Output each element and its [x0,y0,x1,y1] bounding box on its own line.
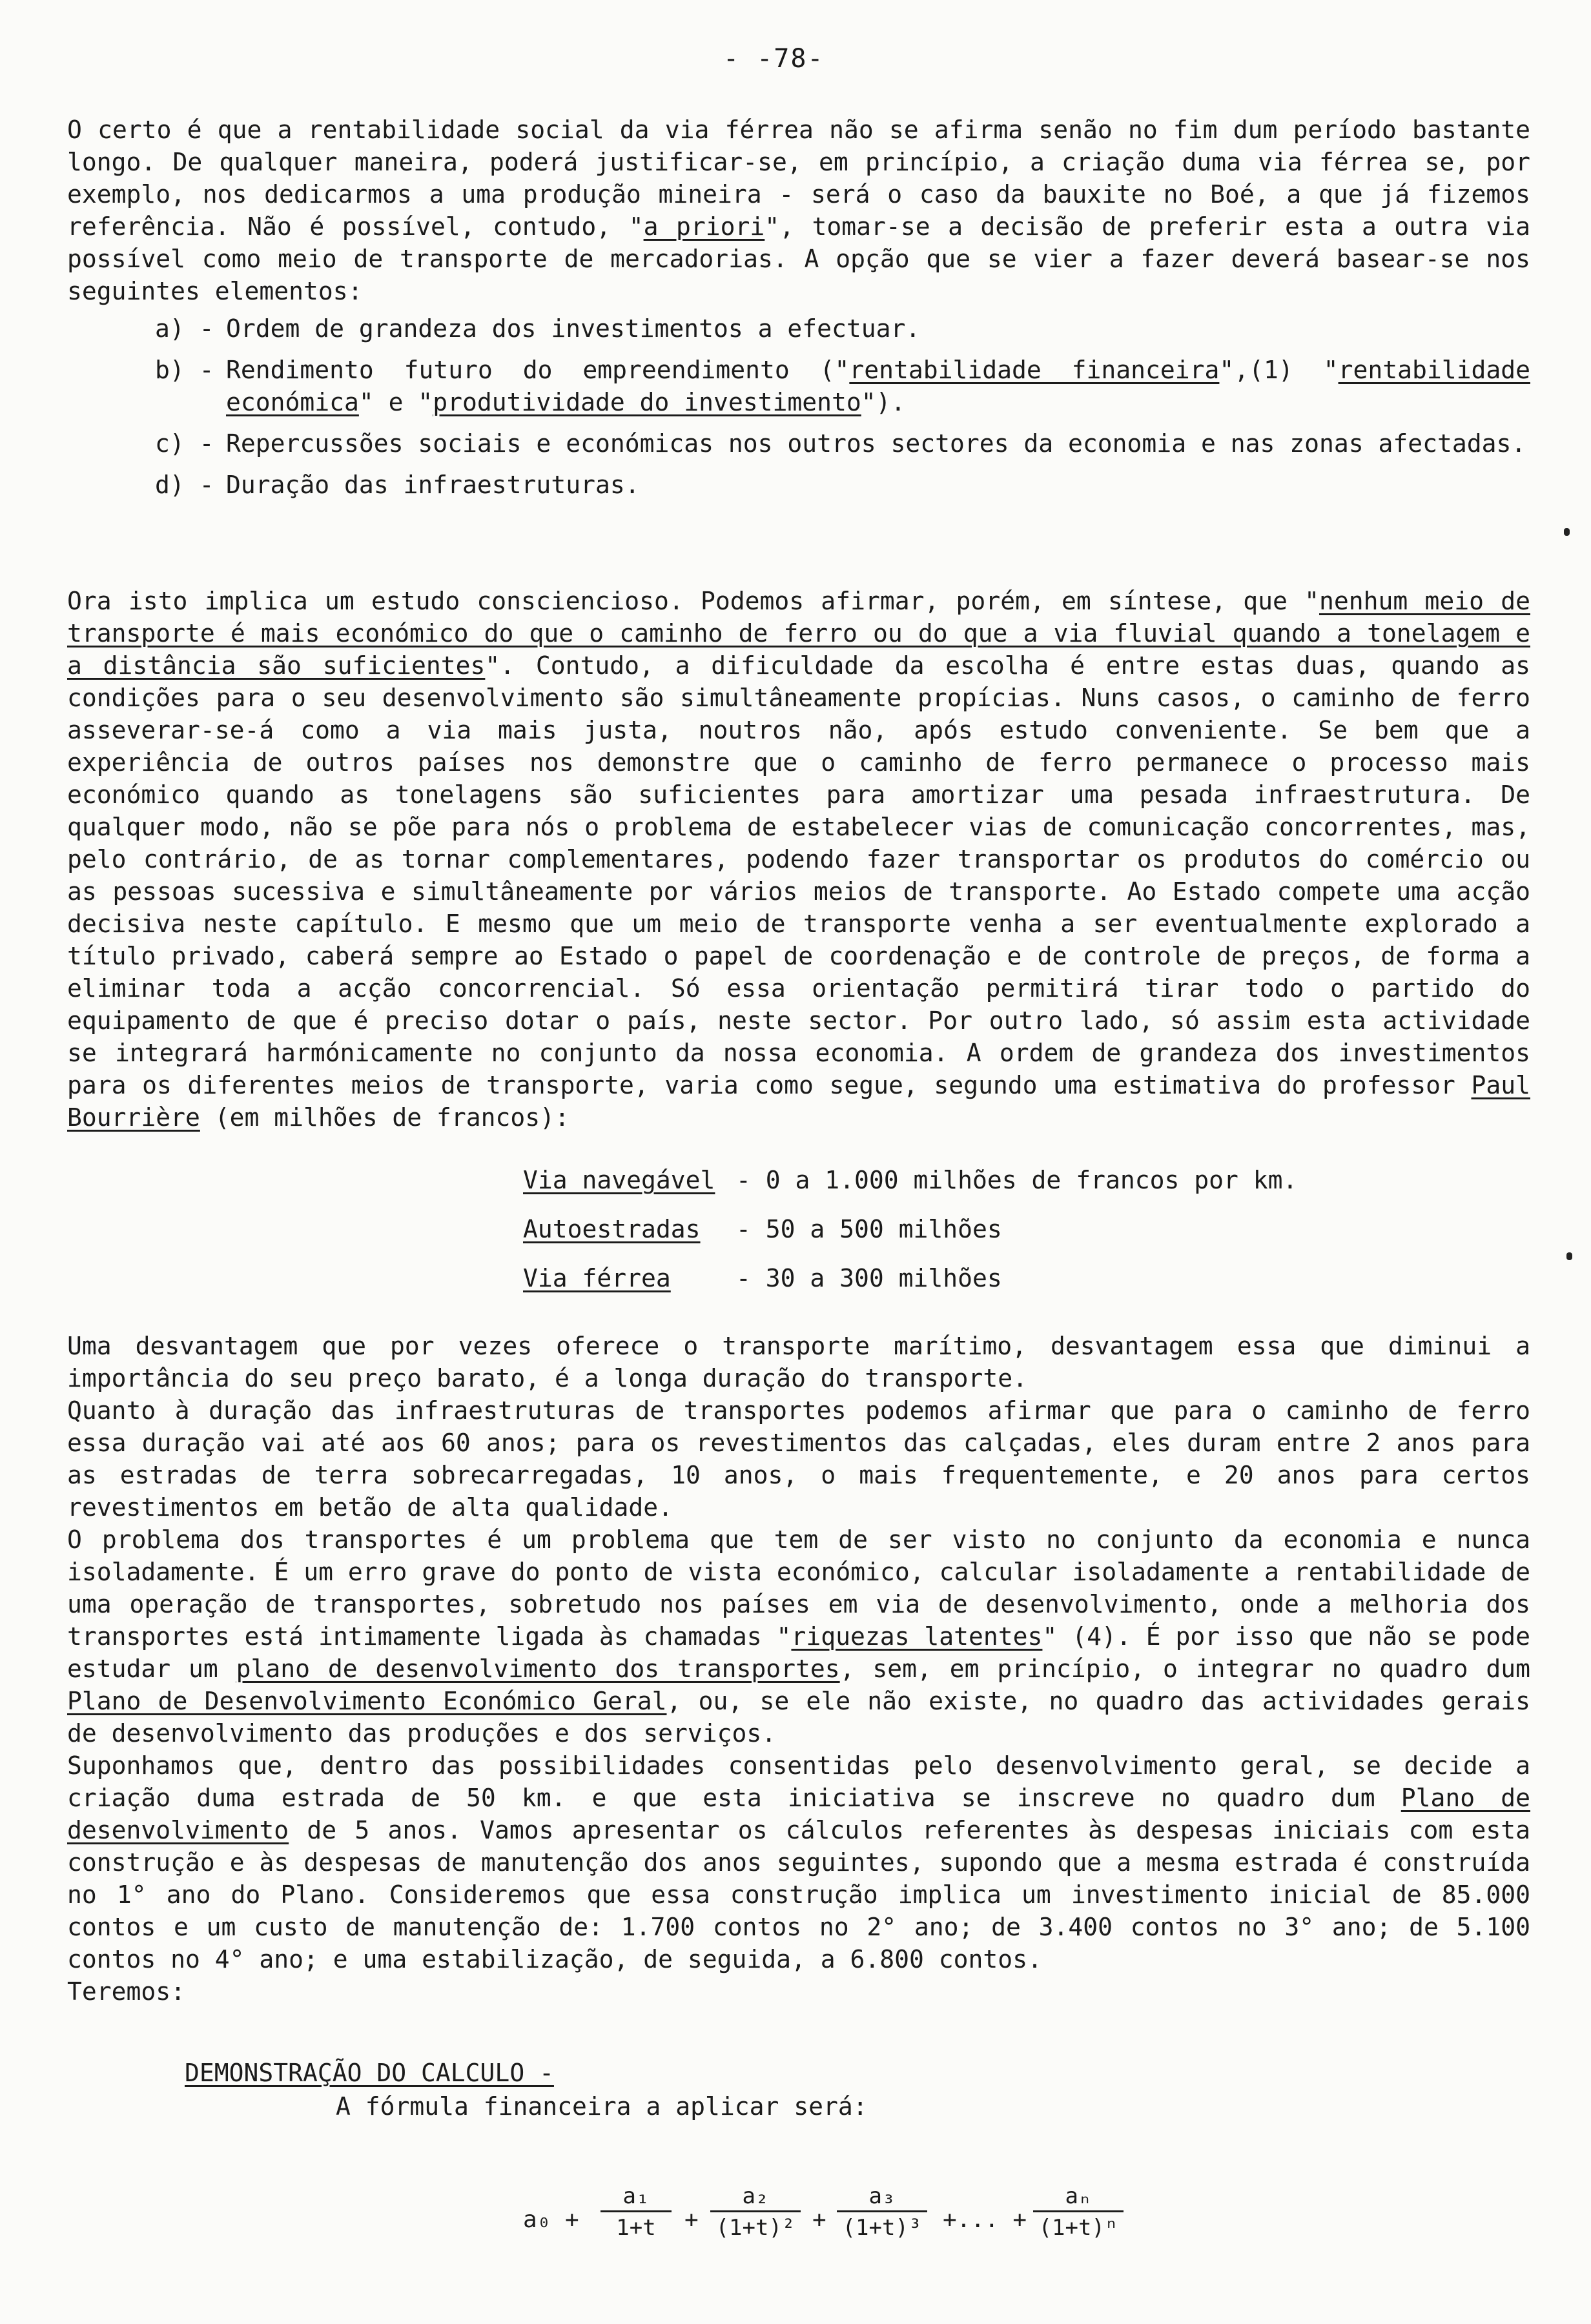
paragraph-intro [67,114,1530,307]
formula-numerator: a₁ [600,2182,672,2212]
elements-list [155,312,1530,501]
text-run: Ora isto implica um estudo consciencioso. Podemos afirmar, porém, em síntese, que " [67,587,1320,615]
list-marker: d) - [155,471,214,499]
list-marker: b) - [155,356,214,384]
formula-numerator: a₃ [837,2182,927,2212]
text-run: O certo é que a rentabilidade social da via férrea não se afirma senão no fim dum período bastante longo. De qualquer maneira, poderá justificar-se, em princípio, a criação duma via férrea se, por exemplo, nos dedicarmos a uma produção mineira - será o caso da bauxite no Boé, a que já fizemos referência. Não é possível, contudo, " [67,116,1530,241]
text-run: Rendimento futuro do empreendimento (" [226,356,850,384]
list-item [155,469,1530,501]
underlined-text: rentabilidade económica [226,356,1530,416]
formula-denominator: (1+t)³ [842,2215,922,2241]
text-run: " e " [358,388,433,416]
underlined-text: riquezas latentes [791,1622,1043,1651]
formula-numerator: a₂ [710,2182,801,2212]
list-item-text: Duração das infraestruturas. [226,471,640,499]
list-item-text: Repercussões sociais e económicas nos outros sectores da economia e nas zonas afectadas. [226,429,1526,458]
text-run: , sem, em princípio, o integrar no quadro dum [839,1655,1530,1683]
paragraph-analysis [67,585,1530,1134]
text-run: " (4). É por isso que não se pode estudar um [67,1622,1530,1683]
paragraph-durations: Quanto à duração das infraestruturas de transportes podemos afirmar que para o caminho de ferro essa duração vai até aos 60 anos; para os revestimentos das calçadas, eles duram entre 2 anos para as estradas de terra sobrecarregadas, 10 anos, o mais frequentemente, e 20 anos para certos revestimentos em betão de alta qualidade. [67,1396,1530,1522]
formula-a0: a₀ + [523,2207,579,2233]
list-item [155,312,1530,345]
text-run: de 5 anos. Vamos apresentar os cálculos referentes às despesas iniciais com esta construção e às despesas de manutenção dos anos seguintes, supondo que a mesma estrada é construída no 1° ano do Plano. Consideremos que essa construção implica um investimento inicial de 85.000 contos e um custo de manutenção de: 1.700 contos no 2° ano; de 3.400 contos no 3° ano; de 5.100 contos no 4° ano; e uma estabilização, de seguida, a 6.800 contos. [67,1816,1530,1973]
underlined-name: Paul Bourrière [67,1071,1530,1132]
text-run: "). [861,388,906,416]
text-run: ". Contudo, a dificuldade da escolha é entre estas duas, quando as condições para o seu desenvolvimento são simultâneamente propícias. Nuns casos, o caminho de ferro asseverar-se-á como a via mais justa, noutros não, após estudo conveniente. Se bem que a experiência de outros países nos demonstre que o caminho de ferro permanece o processo mais económico quando as tonelagens são suficientes para amortizar uma pesada infraestrutura. De qualquer modo, não se põe para nós o problema de estabelecer vias de comunicação concorrentes, mas, pelo contrário, de as tornar complementares, podendo fazer transportar os produtos do comércio ou as pessoas sucessiva e simultâneamente por vários meios de transporte. Ao Estado compete uma acção decisiva neste capítulo. E mesmo que um meio de transporte venha a ser eventualmente explorado a título privado, caberá sempre ao Estado o papel de coordenação e de controle de preços, de forma a eliminar toda a acção concorrencial. Só essa orientação permitirá tirar todo o partido do equipamento de que é preciso dotar o país, neste sector. Por outro lado, só assim esta actividade se integrará harmónicamente no conjunto da nossa economia. A ordem de grandeza dos investimentos para os diferentes meios de transporte, varia como segue, segundo uma estimativa do professor [67,651,1530,1099]
margin-dot [1564,528,1570,536]
formula-ellipsis: +... + [943,2207,1027,2233]
formula-intro: A fórmula financeira a aplicar será: [336,2092,868,2121]
text-run: ",(1) " [1219,356,1339,384]
cost-label: Via férrea [523,1264,671,1292]
paragraph-body [67,1330,1530,2008]
paragraph-hypothesis [67,1749,1530,1975]
teremos-label: Teremos: [67,1977,186,2006]
cost-row [523,1205,1297,1254]
cost-value: - 30 a 300 milhões [736,1264,1002,1292]
formula-plus: + [684,2207,699,2233]
formula-plus: + [812,2207,826,2233]
formula-denominator: 1+t [616,2215,656,2241]
list-marker: a) - [155,314,214,343]
financial-formula [523,2182,1169,2259]
formula-term-2 [710,2182,801,2243]
investment-costs-table [523,1156,1297,1303]
underlined-text: produtividade do investimento [433,388,861,416]
text-run: ", tomar-se a decisão de preferir esta a outra via possível como meio de transporte de mercadorias. A opção que se vier a fazer deverá basear-se nos seguintes elementos: [67,212,1530,305]
formula-term-3 [837,2182,927,2243]
list-item [155,427,1530,460]
underlined-text: a priori [643,212,765,241]
cost-value: - 0 a 1.000 milhões de francos por km. [736,1166,1298,1194]
demo-heading: DEMONSTRAÇÃO DO CALCULO - [185,2059,554,2087]
list-item [155,354,1530,418]
formula-numerator: aₙ [1033,2182,1124,2212]
paragraph-maritime: Uma desvantagem que por vezes oferece o transporte marítimo, desvantagem essa que diminui a importância do seu preço barato, é a longa duração do transporte. [67,1332,1530,1392]
cost-value: - 50 a 500 milhões [736,1215,1002,1243]
list-marker: c) - [155,429,214,458]
underlined-text: Plano de Desenvolvimento Económico Geral [67,1687,667,1715]
formula-denominator: (1+t)² [715,2215,796,2241]
formula-term-1 [600,2182,672,2243]
cost-row [523,1254,1297,1303]
underlined-quote: nenhum meio de transporte é mais económico do que o caminho de ferro ou do que a via fluvial quando a tonelagem e a distância são suficientes [67,587,1530,680]
formula-term-n [1033,2182,1124,2243]
page-number: - -78- [723,44,825,74]
margin-dot [1566,1252,1572,1260]
underlined-text: plano de desenvolvimento dos transportes [236,1655,840,1683]
cost-label: Autoestradas [523,1215,701,1243]
underlined-text: rentabilidade financeira [849,356,1220,384]
cost-row [523,1156,1297,1205]
underlined-text: Plano de desenvolvimento [67,1784,1530,1844]
text-run: Suponhamos que, dentro das possibilidades consentidas pelo desenvolvimento geral, se decide a criação duma estrada de 50 km. e que esta iniciativa se inscreve no quadro dum [67,1751,1530,1812]
list-item-text: Ordem de grandeza dos investimentos a efectuar. [226,314,921,343]
paragraph-integration [67,1524,1530,1749]
formula-denominator: (1+t)ⁿ [1038,2215,1118,2241]
list-item-text [226,354,1530,418]
text-run: (em milhões de francos): [200,1103,570,1132]
cost-label: Via navegável [523,1166,715,1194]
text-run: , ou, se ele não existe, no quadro das actividades gerais de desenvolvimento das produções e dos serviços. [67,1687,1530,1748]
text-run: O problema dos transportes é um problema que tem de ser visto no conjunto da economia e nunca isoladamente. É um erro grave do ponto de vista económico, calcular isoladamente a rentabilidade de uma operação de transportes, sobretudo nos países em via de desenvolvimento, onde a melhoria dos transportes está intimamente ligada às chamadas " [67,1525,1530,1651]
